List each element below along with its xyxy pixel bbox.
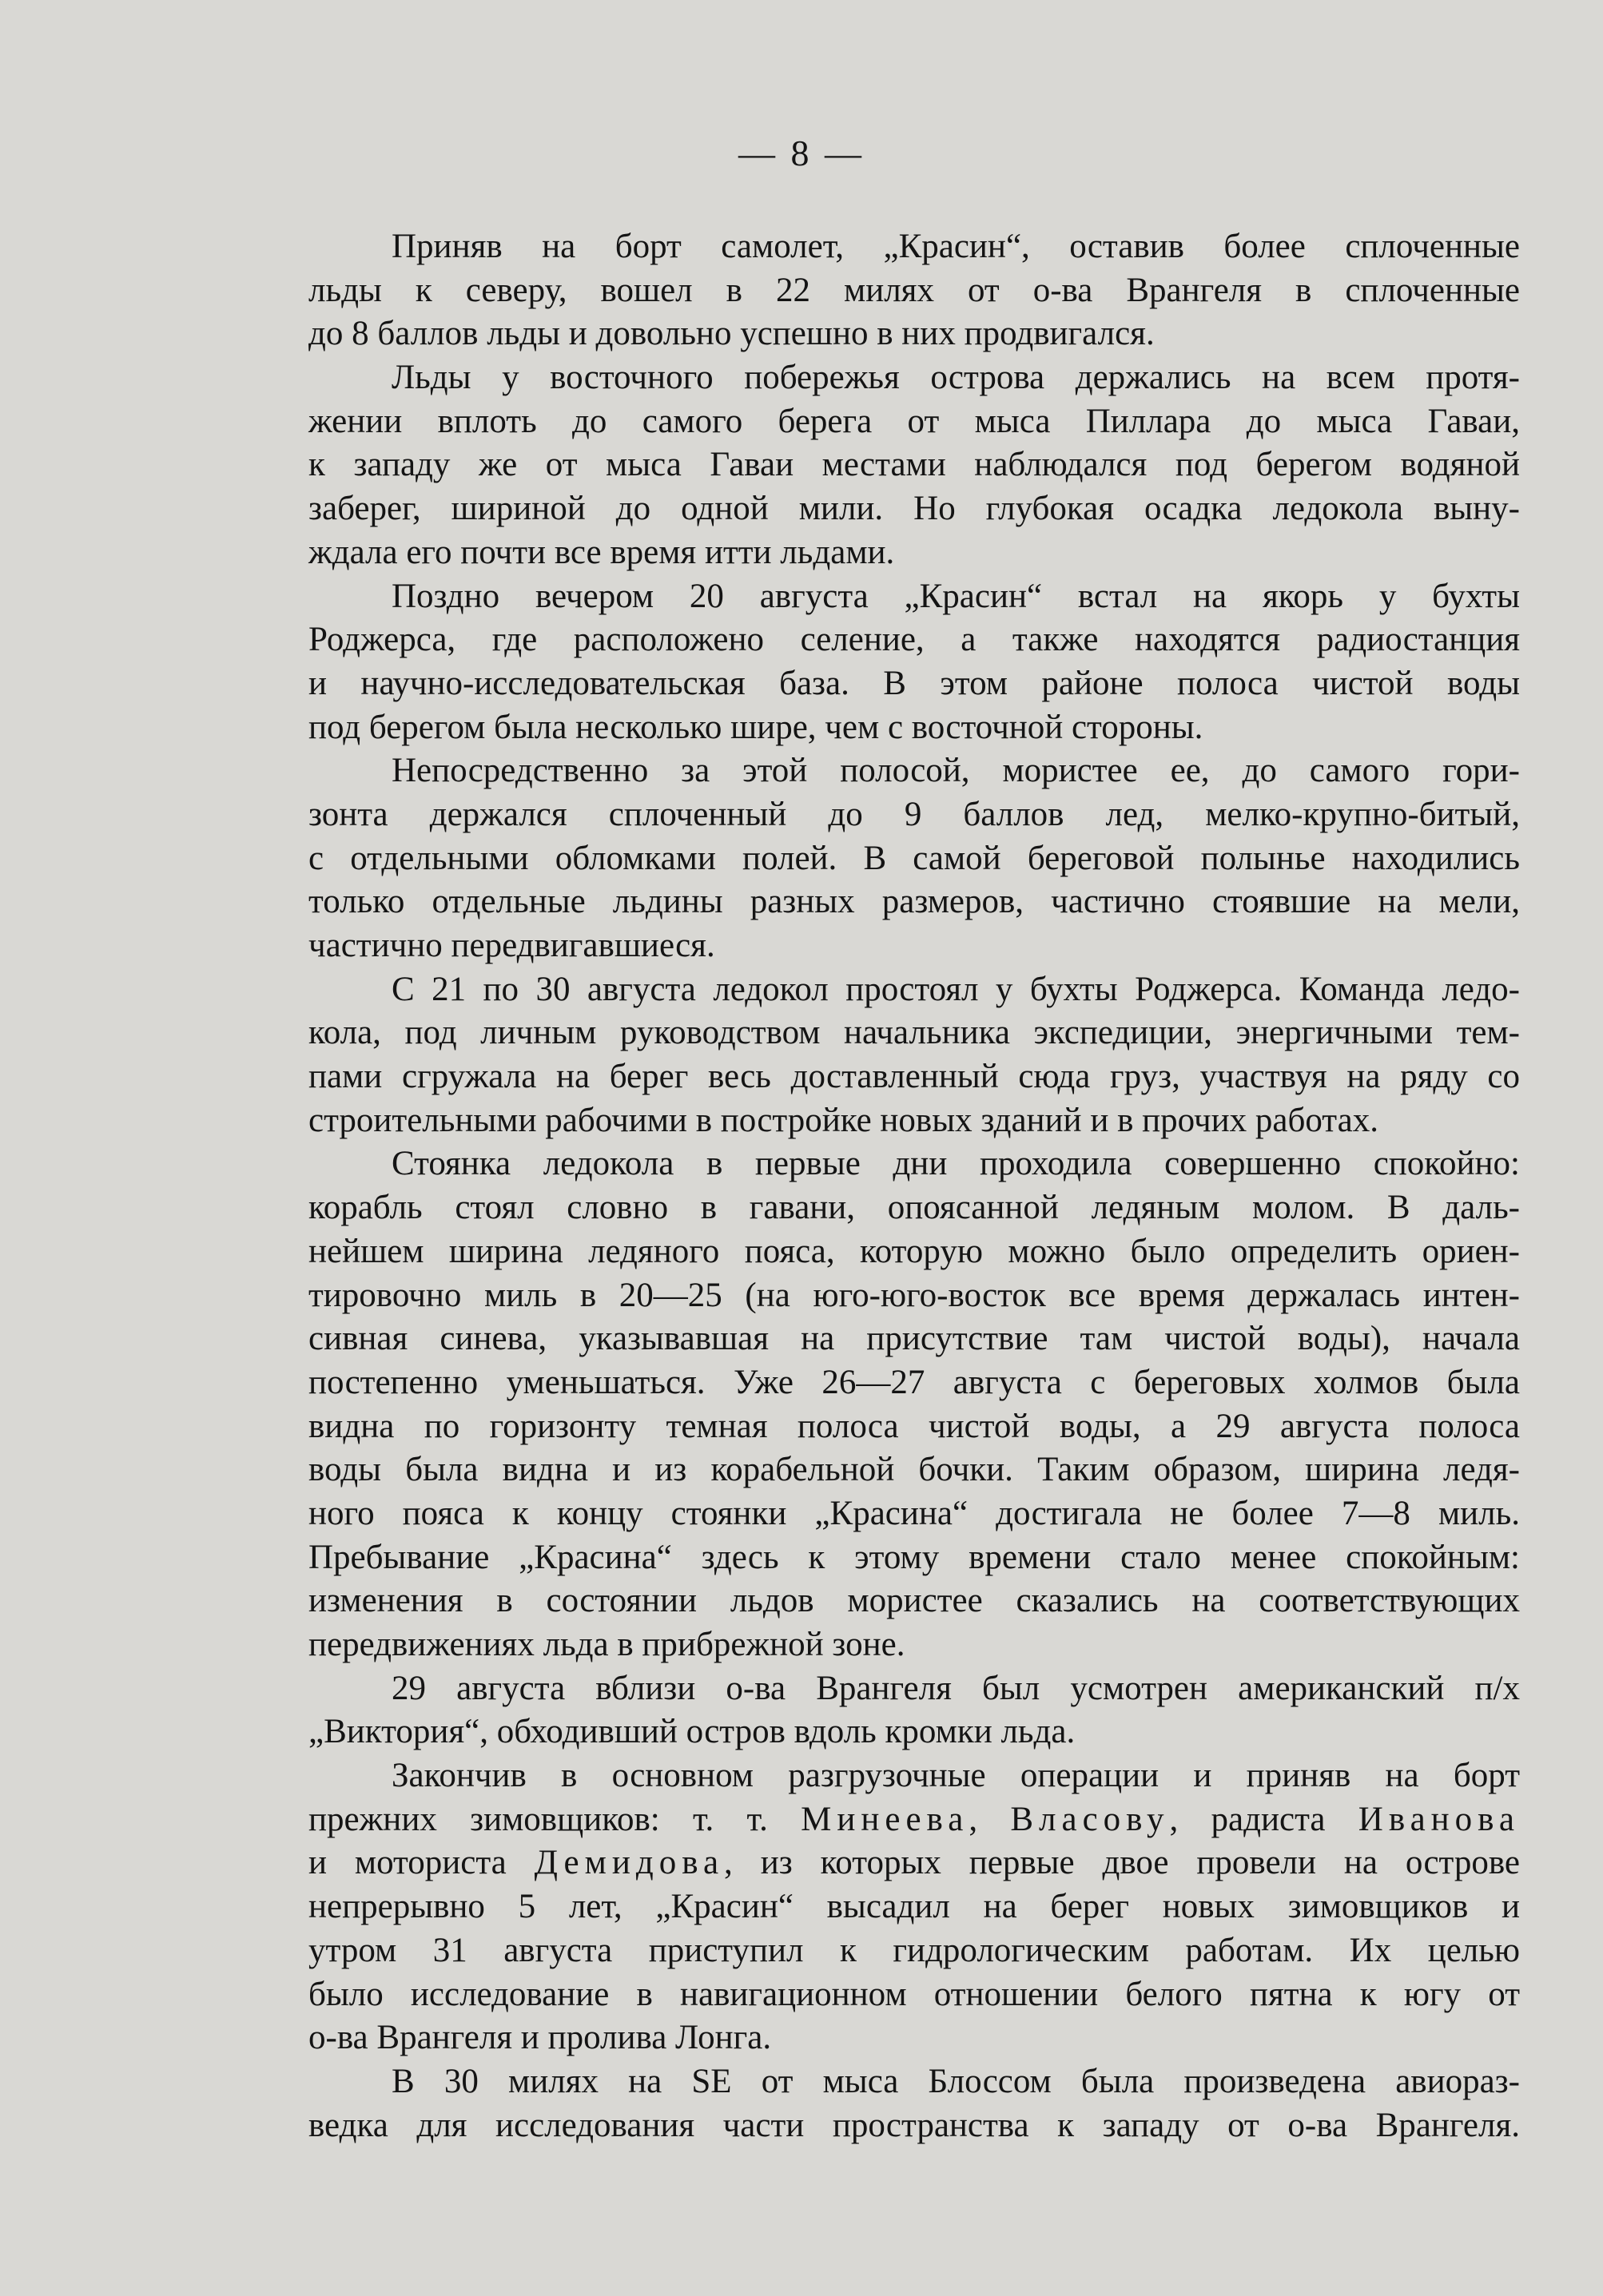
text-line: к западу же от мыса Гаваи местами наблюдался под берегом водяной	[308, 446, 1520, 484]
text-line: до 8 баллов льды и довольно успешно в них продвигался.	[308, 315, 1155, 353]
text-line: прежних зимовщиков: т. т. Минеева, Власову, радиста Иванова	[308, 1800, 1520, 1838]
text-line: заберег, шириной до одной мили. Но глубокая осадка ледокола выну-	[308, 490, 1520, 528]
text-line: нейшем ширина ледяного пояса, которую можно было определить ориен-	[308, 1232, 1520, 1270]
text-line: непрерывно 5 лет, „Красин“ высадил на берег новых зимовщиков и	[308, 1888, 1520, 1926]
page-number: — 8 —	[738, 133, 865, 173]
text-line: зонта держался сплоченный до 9 баллов лед, мелко-крупно-битый,	[308, 795, 1520, 833]
text-line: ждала его почти все время итти льдами.	[308, 533, 895, 571]
text-line: передвижениях льда в прибрежной зоне.	[308, 1626, 905, 1663]
text-line: льды к северу, вошел в 22 милях от о-ва Врангеля в сплоченные	[308, 271, 1520, 309]
text-line: кола, под личным руководством начальника экспедиции, энергичными тем-	[308, 1014, 1520, 1052]
text-line: только отдельные льдины разных размеров, частично стоявшие на мели,	[308, 883, 1520, 921]
document-body	[308, 225, 1520, 2147]
text-line: „Виктория“, обходивший остров вдоль кромки льда.	[308, 1713, 1076, 1751]
text-line: Закончив в основном разгрузочные операции и приняв на борт	[392, 1757, 1520, 1795]
text-line: Приняв на борт самолет, „Красин“, оставив более сплоченные	[392, 228, 1520, 265]
text-line: В 30 милях на SE от мыса Блоссом была произведена авиораз-	[392, 2062, 1520, 2100]
text-line: под берегом была несколько шире, чем с восточной стороны.	[308, 708, 1203, 746]
text-line: Стоянка ледокола в первые дни проходила совершенно спокойно:	[392, 1145, 1520, 1183]
text-line: пами сгружала на берег весь доставленный сюда груз, участвуя на ряду со	[308, 1058, 1520, 1096]
text-line: Пребывание „Красина“ здесь к этому времени стало менее спокойным:	[308, 1538, 1520, 1576]
text-line: корабль стоял словно в гавани, опоясанной ледяным молом. В даль-	[308, 1189, 1520, 1227]
text-line: Роджерса, где расположено селение, а также находятся радиостанция	[308, 621, 1520, 659]
text-line: частично передвигавшиеся.	[308, 927, 715, 964]
text-line: о-ва Врангеля и пролива Лонга.	[308, 2019, 772, 2057]
text-line: Непосредственно за этой полосой, мористее ее, до самого гори-	[392, 752, 1520, 790]
text-line: постепенно уменьшаться. Уже 26—27 августа с береговых холмов была	[308, 1363, 1520, 1401]
text-line: ведка для исследования части пространства к западу от о-ва Врангеля.	[308, 2106, 1520, 2144]
text-line: было исследование в навигационном отношении белого пятна к югу от	[308, 1975, 1520, 2013]
text-line: изменения в состоянии льдов мористее сказались на соответствующих	[308, 1582, 1520, 1620]
text-line: сивная синева, указывавшая на присутствие там чистой воды), начала	[308, 1320, 1520, 1358]
text-line: утром 31 августа приступил к гидрологическим работам. Их целью	[308, 1931, 1520, 1969]
text-line: и моториста Демидова, из которых первые двое провели на острове	[308, 1844, 1520, 1882]
text-line: видна по горизонту темная полоса чистой воды, а 29 августа полоса	[308, 1407, 1520, 1445]
text-line: 29 августа вблизи о-ва Врангеля был усмотрен американский п/х	[392, 1669, 1520, 1707]
text-line: воды была видна и из корабельной бочки. Таким образом, ширина ледя-	[308, 1451, 1520, 1489]
text-line: ного пояса к концу стоянки „Красина“ достигала не более 7—8 миль.	[308, 1494, 1520, 1532]
text-line: с отдельными обломками полей. В самой береговой полынье находились	[308, 839, 1520, 877]
text-line: тировочно миль в 20—25 (на юго-юго-восток все время держалась интен-	[308, 1276, 1520, 1314]
text-line: С 21 по 30 августа ледокол простоял у бухты Роджерса. Команда ледо-	[392, 970, 1520, 1008]
text-line: строительными рабочими в постройке новых зданий и в прочих работах.	[308, 1101, 1378, 1139]
text-line: жении вплоть до самого берега от мыса Пиллара до мыса Гаваи,	[308, 402, 1520, 440]
text-line: Поздно вечером 20 августа „Красин“ встал на якорь у бухты	[392, 577, 1520, 615]
text-line: и научно-исследовательская база. В этом районе полоса чистой воды	[308, 664, 1520, 702]
text-line: Льды у восточного побережья острова держались на всем протя-	[392, 359, 1520, 397]
